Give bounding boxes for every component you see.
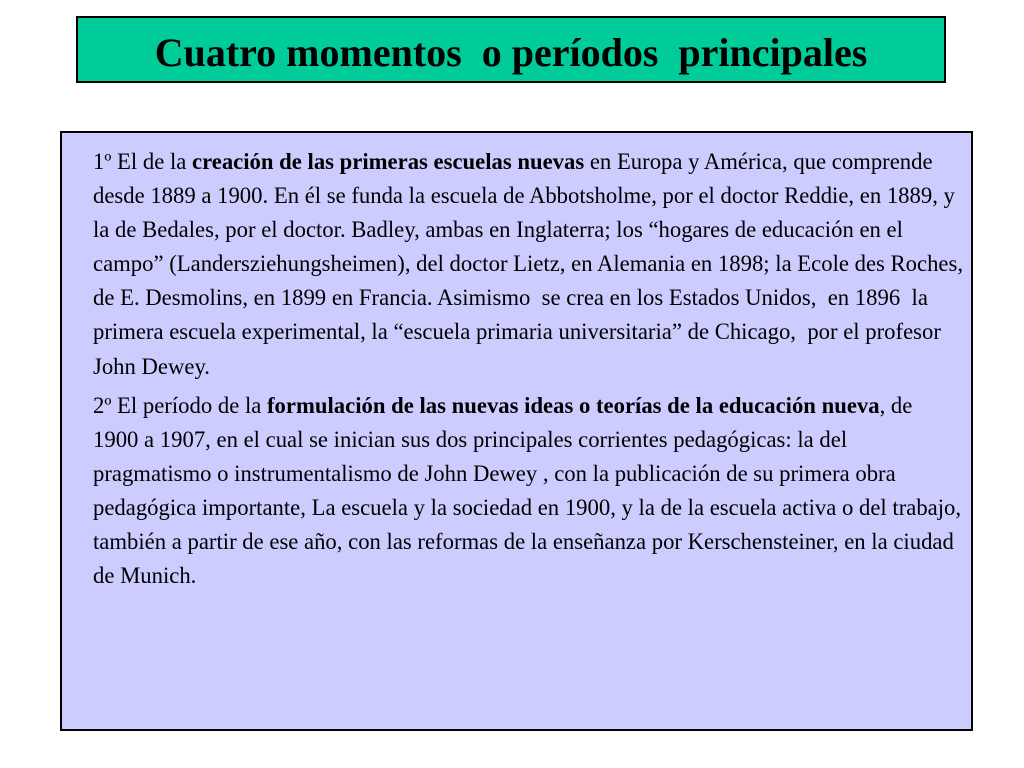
paragraph-second-intro: 2º El período de la (93, 392, 267, 418)
paragraph-second-period (93, 389, 967, 594)
paragraph-second-body: , de 1900 a 1907, en el cual se inician sus dos principales corrientes pedagógicas: la del pragmatismo o instrumentalismo de John Dewey , con la publicación de su primera obra pedagógica importante, La escuela y la sociedad en 1900, y la de la escuela activa o del trabajo, también a partir de ese año, con las reformas de la enseñanza por Kerschensteiner, en la ciudad de Munich. (93, 392, 967, 589)
paragraph-first-body: en Europa y América, que comprende desde 1889 a 1900. En él se funda la escuela de Abbotsholme, por el doctor Reddie, en 1889, y la de Bedales, por el doctor. Badley, ambas en Inglaterra; los “hogares de educación en el campo” (Landersziehungsheimen), del doctor Lietz, en Alemania en 1898; la Ecole des Roches, de E. Desmolins, en 1899 en Francia. Asimismo se crea en los Estados Unidos, en 1896 la primera escuela experimental, la “escuela primaria universitaria” de Chicago, por el profesor John Dewey. (93, 149, 969, 379)
paragraph-first-period (93, 145, 969, 384)
paragraph-first-emphasis: creación de las primeras escuelas nuevas (192, 149, 585, 174)
title-box (76, 16, 946, 83)
content-box (60, 131, 973, 731)
paragraph-first-intro: 1º El de la (93, 149, 193, 174)
paragraph-second-emphasis: formulación de las nuevas ideas o teorías de la educación nueva (267, 392, 880, 418)
slide-title: Cuatro momentos o períodos principales (154, 29, 868, 75)
